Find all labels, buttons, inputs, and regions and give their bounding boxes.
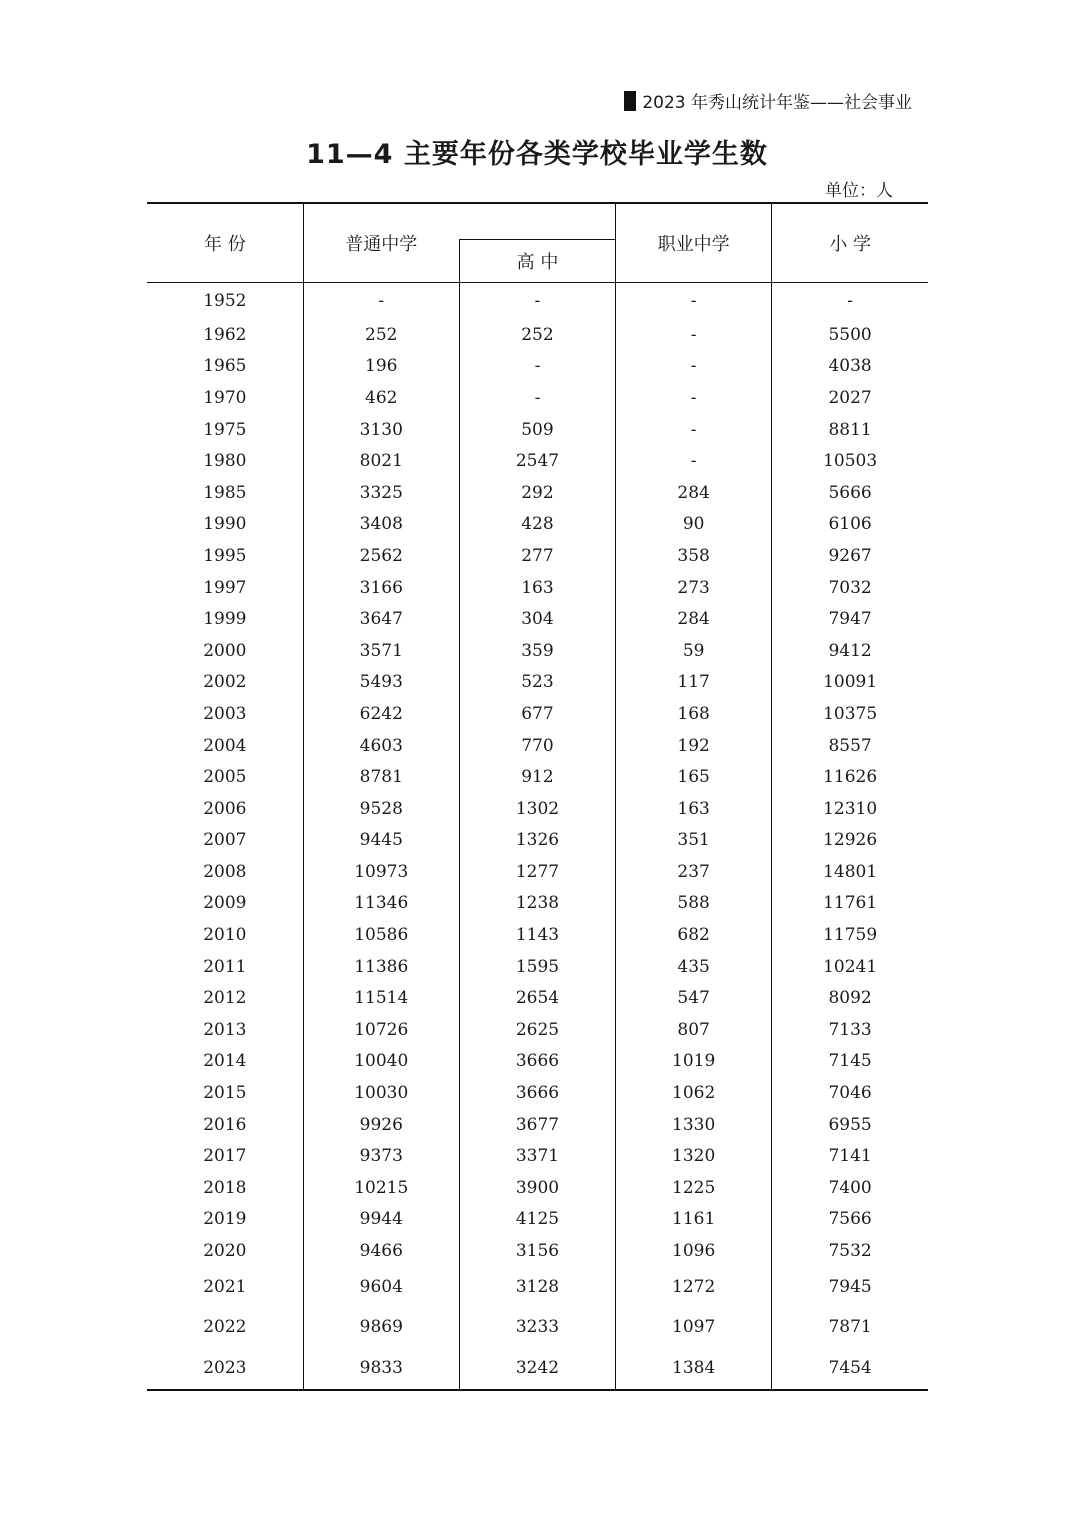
cell-year: 2020 [147, 1235, 303, 1267]
cell-year: 2022 [147, 1307, 303, 1347]
table-row [147, 1140, 928, 1172]
cell-high-school: 304 [459, 603, 615, 635]
table-body [147, 283, 928, 1390]
cell-vocational: 90 [616, 509, 772, 541]
cell-general-middle: 462 [303, 382, 459, 414]
table-row [147, 477, 928, 509]
cell-high-school: - [459, 283, 615, 320]
table-row [147, 1077, 928, 1109]
cell-year: 2012 [147, 982, 303, 1014]
cell-general-middle: 3130 [303, 414, 459, 446]
cell-primary: 4038 [828, 356, 872, 377]
cell-general-middle: 9833 [303, 1347, 459, 1390]
cell-year: 1997 [147, 572, 303, 604]
cell-high-school: 1326 [459, 825, 615, 857]
cell-year: 2005 [147, 761, 303, 793]
header-general-middle: 普通中学 [303, 203, 459, 283]
cell-high-school: 359 [459, 635, 615, 667]
cell-high-school: 277 [459, 540, 615, 572]
table-row [147, 888, 928, 920]
cell-general-middle: 9528 [303, 793, 459, 825]
cell-vocational: - [616, 414, 772, 446]
cell-general-middle: 3571 [303, 635, 459, 667]
cell-general-middle: 3408 [303, 509, 459, 541]
cell-primary: 10375 [823, 703, 878, 724]
cell-year: 2013 [147, 1014, 303, 1046]
cell-general-middle: 9466 [303, 1235, 459, 1267]
cell-year: 2011 [147, 951, 303, 983]
running-header [624, 88, 912, 113]
cell-year: 1970 [147, 382, 303, 414]
cell-year: 2017 [147, 1140, 303, 1172]
header-year: 年 份 [147, 203, 303, 283]
cell-general-middle: 11514 [303, 982, 459, 1014]
cell-vocational: - [616, 382, 772, 414]
cell-primary: 8092 [828, 988, 872, 1009]
cell-vocational: 351 [616, 825, 772, 857]
cell-primary: 7945 [828, 1276, 872, 1297]
table-row [147, 982, 928, 1014]
cell-year: 1980 [147, 445, 303, 477]
cell-general-middle: 9926 [303, 1109, 459, 1141]
cell-primary: 10241 [823, 956, 878, 977]
cell-general-middle: 10215 [303, 1172, 459, 1204]
cell-high-school: 677 [459, 698, 615, 730]
cell-vocational: - [616, 319, 772, 351]
cell-general-middle: 10973 [303, 856, 459, 888]
table-row [147, 951, 928, 983]
cell-primary: 10091 [823, 672, 878, 693]
cell-vocational: 168 [616, 698, 772, 730]
table-row [147, 1046, 928, 1078]
cell-year: 2014 [147, 1046, 303, 1078]
graduates-table [147, 202, 928, 1391]
table-row [147, 698, 928, 730]
cell-year: 2018 [147, 1172, 303, 1204]
cell-general-middle: 9869 [303, 1307, 459, 1347]
cell-general-middle: 3325 [303, 477, 459, 509]
cell-year: 2002 [147, 667, 303, 699]
cell-vocational: 1161 [616, 1204, 772, 1236]
table-row [147, 603, 928, 635]
cell-primary: 7454 [772, 1347, 928, 1390]
cell-primary: 8811 [828, 419, 872, 440]
cell-primary: 7032 [828, 577, 872, 598]
cell-high-school: 4125 [459, 1204, 615, 1236]
cell-vocational: 273 [616, 572, 772, 604]
table-row [147, 540, 928, 572]
cell-year: 2021 [147, 1267, 303, 1307]
cell-primary: 7145 [828, 1051, 872, 1072]
cell-general-middle: 6242 [303, 698, 459, 730]
cell-vocational: 1225 [616, 1172, 772, 1204]
table-row [147, 572, 928, 604]
cell-primary: 9412 [828, 640, 872, 661]
cell-general-middle: 9944 [303, 1204, 459, 1236]
cell-high-school: - [459, 382, 615, 414]
cell-year: 2019 [147, 1204, 303, 1236]
cell-general-middle: 10586 [303, 919, 459, 951]
running-header-text: 2023 年秀山统计年鉴——社会事业 [642, 93, 912, 113]
cell-vocational: 682 [616, 919, 772, 951]
cell-year: 2000 [147, 635, 303, 667]
cell-vocational: 1097 [616, 1307, 772, 1347]
header-bar-mark [624, 91, 636, 111]
cell-high-school: 2547 [459, 445, 615, 477]
cell-vocational: - [616, 283, 772, 320]
table-row [147, 761, 928, 793]
table-row [147, 730, 928, 762]
cell-high-school: 3900 [459, 1172, 615, 1204]
cell-general-middle: 8781 [303, 761, 459, 793]
cell-primary: 11761 [823, 893, 878, 914]
cell-high-school: 3666 [459, 1077, 615, 1109]
cell-general-middle: 3647 [303, 603, 459, 635]
cell-vocational: 1019 [616, 1046, 772, 1078]
cell-vocational: 1272 [616, 1267, 772, 1307]
table-row [147, 414, 928, 446]
cell-primary: 7046 [828, 1083, 872, 1104]
cell-high-school: 292 [459, 477, 615, 509]
cell-high-school: 3242 [459, 1347, 615, 1390]
cell-vocational: 163 [616, 793, 772, 825]
cell-year: 1952 [147, 283, 303, 320]
unit-label: 单位：人 [825, 181, 893, 201]
cell-vocational: 59 [616, 635, 772, 667]
cell-primary: 12926 [823, 830, 878, 851]
cell-general-middle: 5493 [303, 667, 459, 699]
cell-year: 1999 [147, 603, 303, 635]
cell-year: 2004 [147, 730, 303, 762]
cell-general-middle: 2562 [303, 540, 459, 572]
table-title: 11—4 主要年份各类学校毕业学生数 [306, 139, 768, 170]
cell-general-middle: 196 [303, 351, 459, 383]
cell-high-school: 770 [459, 730, 615, 762]
cell-high-school: 428 [459, 509, 615, 541]
table-row [147, 919, 928, 951]
cell-primary: 6106 [828, 514, 872, 535]
cell-vocational: 192 [616, 730, 772, 762]
cell-high-school: 523 [459, 667, 615, 699]
cell-general-middle: 4603 [303, 730, 459, 762]
cell-primary: 9267 [828, 545, 872, 566]
table-row [147, 1204, 928, 1236]
cell-high-school: 509 [459, 414, 615, 446]
table-row [147, 825, 928, 857]
cell-high-school: 912 [459, 761, 615, 793]
cell-primary: 5666 [828, 482, 872, 503]
cell-year: 2023 [147, 1347, 303, 1390]
cell-vocational: 435 [616, 951, 772, 983]
cell-year: 2016 [147, 1109, 303, 1141]
cell-primary: 11759 [823, 925, 878, 946]
cell-primary: 11626 [823, 767, 878, 788]
cell-primary: 7141 [828, 1146, 872, 1167]
cell-high-school: 1277 [459, 856, 615, 888]
table-row [147, 667, 928, 699]
table-row [147, 1347, 928, 1390]
cell-high-school: 1302 [459, 793, 615, 825]
cell-general-middle: 11386 [303, 951, 459, 983]
cell-year: 1962 [147, 319, 303, 351]
cell-year: 1990 [147, 509, 303, 541]
table-row [147, 1109, 928, 1141]
table-row [147, 445, 928, 477]
cell-general-middle: 9445 [303, 825, 459, 857]
cell-high-school: 3371 [459, 1140, 615, 1172]
cell-high-school: 3233 [459, 1307, 615, 1347]
cell-vocational: - [616, 445, 772, 477]
header-primary: 小 学 [772, 203, 928, 283]
cell-general-middle: 10040 [303, 1046, 459, 1078]
cell-vocational: 1330 [616, 1109, 772, 1141]
cell-primary: 2027 [828, 387, 872, 408]
cell-primary: 7947 [828, 609, 872, 630]
cell-vocational: 284 [616, 477, 772, 509]
table-row [147, 1235, 928, 1267]
cell-general-middle: 9373 [303, 1140, 459, 1172]
cell-general-middle: 252 [303, 319, 459, 351]
table-row [147, 509, 928, 541]
cell-primary: 6955 [828, 1114, 872, 1135]
cell-year: 2006 [147, 793, 303, 825]
cell-high-school: 3677 [459, 1109, 615, 1141]
table-row [147, 1172, 928, 1204]
cell-primary: 14801 [823, 861, 878, 882]
cell-primary: - [847, 291, 853, 311]
cell-year: 2008 [147, 856, 303, 888]
cell-year: 1965 [147, 351, 303, 383]
cell-year: 2015 [147, 1077, 303, 1109]
cell-year: 1975 [147, 414, 303, 446]
cell-general-middle: 3166 [303, 572, 459, 604]
cell-general-middle: 10726 [303, 1014, 459, 1046]
cell-vocational: 358 [616, 540, 772, 572]
cell-year: 2007 [147, 825, 303, 857]
cell-vocational: 117 [616, 667, 772, 699]
table-row [147, 351, 928, 383]
cell-primary: 10503 [823, 451, 878, 472]
cell-primary: 7133 [828, 1019, 872, 1040]
cell-general-middle: 9604 [303, 1267, 459, 1307]
cell-primary: 7566 [828, 1209, 872, 1230]
cell-high-school: 2625 [459, 1014, 615, 1046]
table-row [147, 856, 928, 888]
table-row [147, 1267, 928, 1307]
cell-high-school: 3128 [459, 1267, 615, 1307]
header-high-school: 高 中 [459, 240, 615, 283]
cell-high-school: 163 [459, 572, 615, 604]
cell-high-school: 1595 [459, 951, 615, 983]
cell-vocational: 165 [616, 761, 772, 793]
cell-vocational: 284 [616, 603, 772, 635]
graduates-table-container [147, 202, 928, 1391]
cell-high-school: 252 [459, 319, 615, 351]
cell-primary: 7532 [828, 1241, 872, 1262]
cell-vocational: 1320 [616, 1140, 772, 1172]
cell-high-school: - [459, 351, 615, 383]
table-row [147, 382, 928, 414]
cell-primary: 7871 [828, 1316, 872, 1337]
table-row [147, 1014, 928, 1046]
cell-year: 2009 [147, 888, 303, 920]
cell-high-school: 2654 [459, 982, 615, 1014]
cell-high-school: 1238 [459, 888, 615, 920]
cell-general-middle: 10030 [303, 1077, 459, 1109]
cell-vocational: 1096 [616, 1235, 772, 1267]
cell-high-school: 3666 [459, 1046, 615, 1078]
cell-year: 2010 [147, 919, 303, 951]
cell-primary: 5500 [828, 324, 872, 345]
cell-general-middle: 11346 [303, 888, 459, 920]
cell-year: 1985 [147, 477, 303, 509]
table-row [147, 283, 928, 320]
cell-high-school: 3156 [459, 1235, 615, 1267]
header-vocational: 职业中学 [616, 203, 772, 283]
cell-general-middle: 8021 [303, 445, 459, 477]
cell-vocational: 1062 [616, 1077, 772, 1109]
table-row [147, 319, 928, 351]
cell-year: 2003 [147, 698, 303, 730]
cell-vocational: 807 [616, 1014, 772, 1046]
cell-vocational: 547 [616, 982, 772, 1014]
cell-primary: 12310 [823, 798, 878, 819]
cell-primary: 7400 [828, 1177, 872, 1198]
cell-vocational: 1384 [616, 1347, 772, 1390]
cell-general-middle: - [303, 283, 459, 320]
cell-vocational: 237 [616, 856, 772, 888]
cell-vocational: 588 [616, 888, 772, 920]
table-row [147, 635, 928, 667]
table-row [147, 793, 928, 825]
cell-primary: 8557 [828, 735, 872, 756]
cell-year: 1995 [147, 540, 303, 572]
table-row [147, 1307, 928, 1347]
cell-high-school: 1143 [459, 919, 615, 951]
header-spacer [459, 203, 615, 240]
cell-vocational: - [616, 351, 772, 383]
